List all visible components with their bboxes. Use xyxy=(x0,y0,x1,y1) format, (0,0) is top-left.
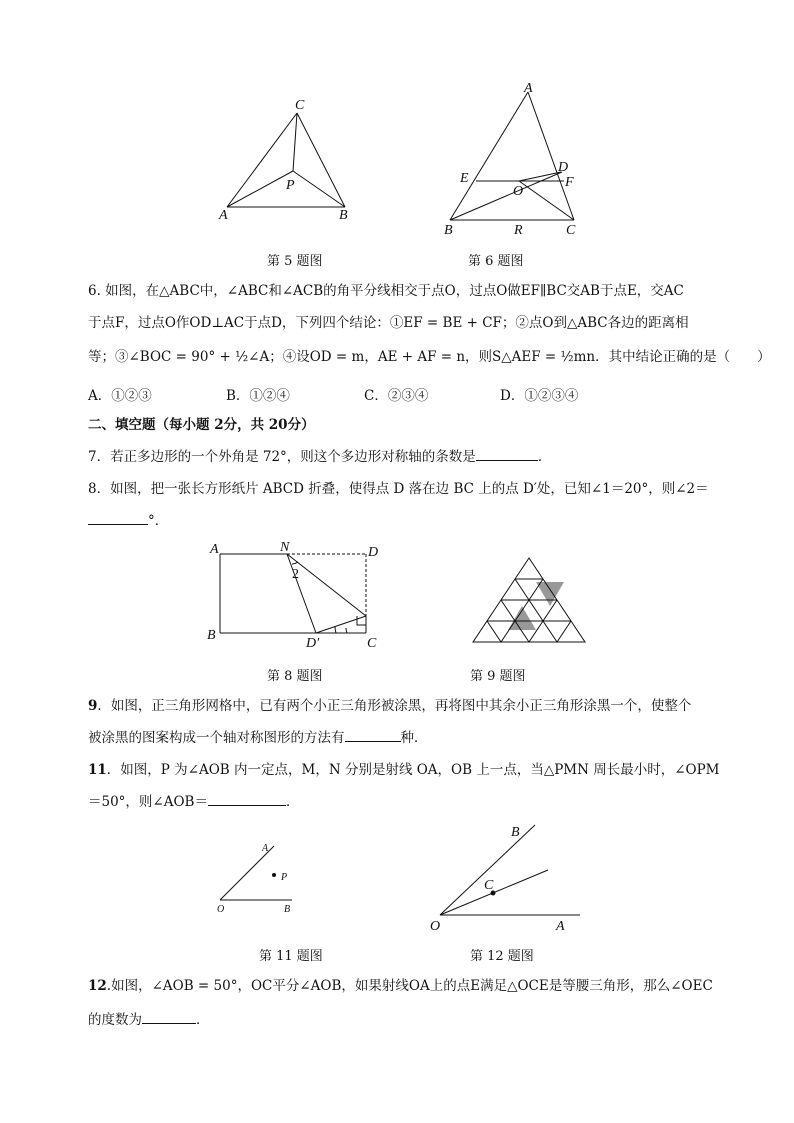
q7-answer-blank[interactable] xyxy=(476,448,538,461)
q6-option-d: D．①②③④ xyxy=(500,388,579,404)
fig12-label-b: B xyxy=(511,825,520,840)
q11-answer-blank[interactable] xyxy=(208,793,286,806)
q11-end: ． xyxy=(285,794,300,810)
fig6-label-b: B xyxy=(444,223,453,238)
fig8-label-b: B xyxy=(207,628,216,643)
q11-text-1: ．如图，P 为∠AOB 内一定点，M，N 分别是射线 OA，OB 上一点，当△PMN 周长最小时，∠OPM xyxy=(106,762,720,778)
q6-line-3: 等；③∠BOC = 90° + ½∠A；④设OD = m，AE + AF = n，则S△AEF = ½mn．其中结论正确的是（ ） xyxy=(88,349,771,365)
q6-line-2: 于点F，过点O作OD⊥AC于点D，下列四个结论：①EF = BE + CF；②点O到△ABC各边的距离相 xyxy=(88,315,689,331)
q7-text: 7．若正多边形的一个外角是 72°，则这个多边形对称轴的条数是 xyxy=(88,449,476,465)
fig12-label-a: A xyxy=(556,919,565,934)
figure-8 xyxy=(200,538,390,653)
q9-number: 9 xyxy=(88,698,98,714)
figure-6 xyxy=(440,80,590,240)
fig12-caption: 第 12 题图 xyxy=(470,949,534,964)
q7-end: ． xyxy=(537,449,552,465)
fig8-label-c: C xyxy=(367,636,377,651)
fig6-label-a: A xyxy=(524,81,533,96)
q11-number: 11 xyxy=(88,762,107,778)
fig9-caption: 第 9 题图 xyxy=(470,669,526,684)
fig11-label-p: P xyxy=(281,872,288,883)
fig8-caption: 第 8 题图 xyxy=(267,669,323,684)
fig5-caption: 第 5 题图 xyxy=(267,254,323,269)
fig6-label-f: F xyxy=(565,175,574,190)
q12-number: 12 xyxy=(88,978,107,994)
q6-option-b: B．①②④ xyxy=(226,388,290,404)
fig5-label-b: B xyxy=(339,208,348,223)
q8-line-1: 8．如图，把一张长方形纸片 ABCD 折叠，使得点 D 落在边 BC 上的点 D′处，已知∠1＝20°，则∠2＝ xyxy=(88,481,709,497)
q9-text-1: ．如图，正三角形网格中，已有两个小正三角形被涂黑，再将图中其余小正三角形涂黑一个，使整个 xyxy=(97,698,692,714)
fig8-label-angle-2: 2 xyxy=(292,567,299,582)
q12-text-1: .如图，∠AOB = 50°，OC平分∠AOB，如果射线OA上的点E满足△OCE是等腰三角形，那么∠OEC xyxy=(106,978,713,994)
q9-end: 种． xyxy=(400,730,428,746)
q9-line-1 xyxy=(88,697,718,715)
fig12-label-o: O xyxy=(430,919,441,934)
fig8-label-a: A xyxy=(210,542,219,557)
fig11-label-o: O xyxy=(217,904,225,915)
section-2-title: 二、填空题（每小题 2分，共 20分） xyxy=(88,417,315,433)
fig6-label-r: R xyxy=(514,223,523,238)
q12-answer-blank[interactable] xyxy=(142,1011,196,1024)
fig5-label-p: P xyxy=(286,178,295,193)
point-p xyxy=(272,873,276,877)
fig5-label-a: A xyxy=(219,208,228,223)
q9-answer-blank[interactable] xyxy=(345,729,401,742)
q11-line-1 xyxy=(88,761,718,779)
q7 xyxy=(88,448,718,466)
q11-line-2 xyxy=(88,793,718,811)
figure-9 xyxy=(472,552,590,647)
q6-option-c: C．②③④ xyxy=(364,388,429,404)
figure-12 xyxy=(425,820,585,935)
fig6-label-e: E xyxy=(460,171,469,186)
q8-answer-blank[interactable] xyxy=(88,512,148,525)
fig11-caption: 第 11 题图 xyxy=(259,949,323,964)
q12-text-2: 的度数为 xyxy=(88,1012,142,1028)
fig6-label-c: C xyxy=(566,223,576,238)
fig12-label-c: C xyxy=(484,878,494,893)
figure-5 xyxy=(215,95,365,230)
q8-line-2 xyxy=(88,512,718,530)
figure-11 xyxy=(210,836,310,921)
fig6-label-o: O xyxy=(513,184,524,199)
fig8-label-n: N xyxy=(280,540,290,555)
shaded-triangle-1 xyxy=(536,582,564,606)
fig11-label-b: B xyxy=(284,904,291,915)
fig11-label-a: A xyxy=(262,843,269,854)
q12-line-1 xyxy=(88,977,718,995)
q6-option-a: A．①②③ xyxy=(88,388,152,404)
fig5-label-c: C xyxy=(295,98,305,113)
q12-line-2 xyxy=(88,1011,718,1029)
q8-end: °． xyxy=(148,513,169,529)
q9-line-2 xyxy=(88,729,718,747)
q12-end: ． xyxy=(196,1012,210,1028)
fig8-label-d: D xyxy=(368,545,379,560)
q9-text-2: 被涂黑的图案构成一个轴对称图形的方法有 xyxy=(88,730,345,746)
fig6-caption: 第 6 题图 xyxy=(468,254,524,269)
q6-line-1: 6. 如图，在△ABC中，∠ABC和∠ACB的角平分线相交于点O，过点O做EF∥BC交AB于点E，交AC xyxy=(88,283,684,299)
q11-text-2: ＝50°，则∠AOB＝ xyxy=(88,794,208,810)
fig6-label-d: D xyxy=(558,160,569,175)
fig8-label-d-prime: D′ xyxy=(306,636,320,651)
